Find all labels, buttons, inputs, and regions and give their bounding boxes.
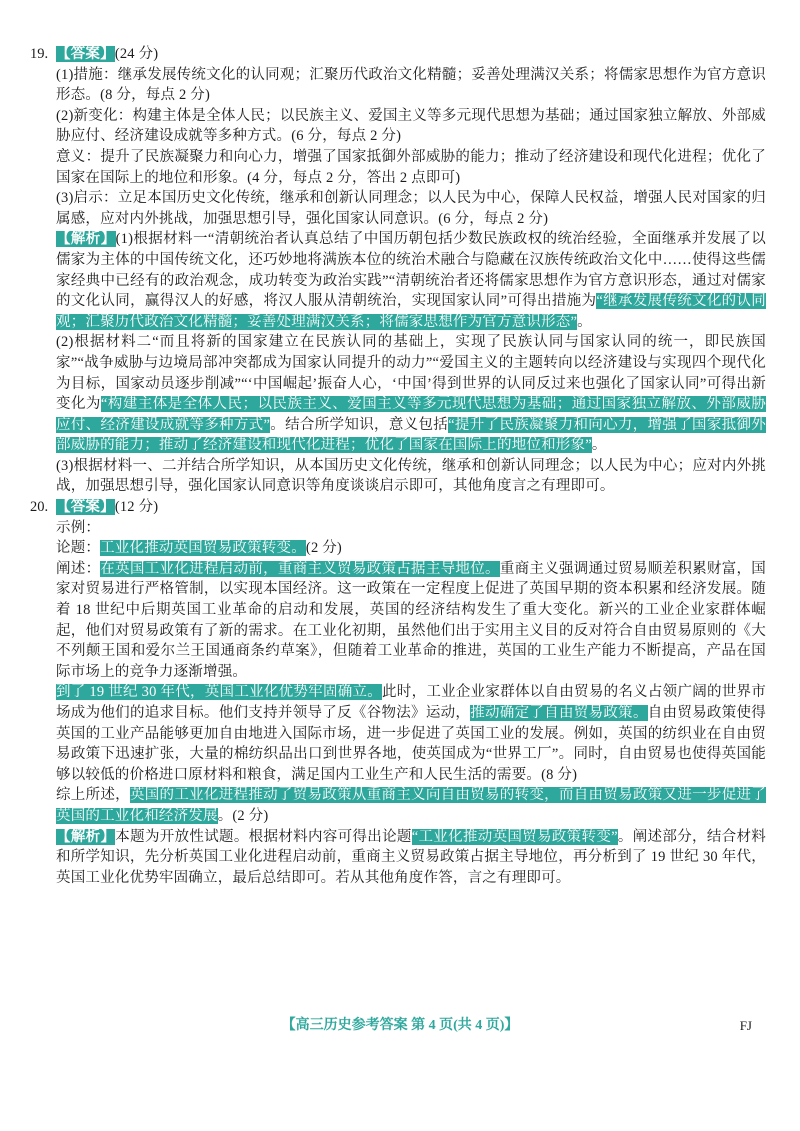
highlighted-text: “工业化推动英国贸易政策转变” bbox=[411, 828, 618, 845]
paragraph bbox=[56, 332, 766, 456]
questions-container bbox=[30, 44, 766, 888]
text-run: 示例： bbox=[56, 519, 101, 536]
paragraph bbox=[56, 518, 766, 539]
question-number: 20. bbox=[30, 499, 49, 516]
text-run: (3)启示：立足本国历史文化传统，继承和创新认同理念；以人民为中心，保障人民权益，增强人民对国家的归属感，应对内外挑战，加强思想引导，强化国家认同意识。(6 分，每点 2 分) bbox=[56, 190, 766, 227]
highlighted-text: “继承发展传统文化的认同观；汇聚历代政治文化精髓；妥善处理满汉关系；将儒家思想作为官方意识形态” bbox=[56, 293, 766, 330]
text-run: (12 分) bbox=[114, 499, 159, 516]
text-run: 。(2 分) bbox=[217, 807, 269, 824]
text-run: 此时，工业企业家群体以自由贸易的名义占领广阔的世界市场成为他们的追求目标。他们支持并领导了反《谷物法》运动， bbox=[56, 684, 766, 721]
text-run: 。结合所学知识，意义包括 bbox=[270, 416, 449, 433]
paragraph bbox=[56, 188, 766, 229]
question-block-20 bbox=[30, 497, 766, 888]
highlighted-text: “构建主体是全体人民；以民族主义、爱国主义等多元现代思想为基础；通过国家独立解放、外部威胁应付、经济建设成就等多种方式” bbox=[56, 396, 766, 433]
paragraph bbox=[56, 147, 766, 188]
footer-code: FJ bbox=[739, 1018, 752, 1033]
text-run: 。 bbox=[591, 437, 607, 454]
text-run: 意义：提升了民族凝聚力和向心力，增强了国家抵御外部威胁的能力；推动了经济建设和现代化进程；优化了国家在国际上的地位和形象。(4 分，每点 2 分，答出 2 点即可) bbox=[56, 148, 766, 186]
footer-title: 【高三历史参考答案 第 4 页(共 4 页)】 bbox=[281, 1018, 519, 1033]
highlighted-text: 到了 19 世纪 30 年代，英国工业化优势牢固确立。 bbox=[56, 684, 383, 701]
paragraph bbox=[56, 456, 766, 497]
highlighted-text: 在英国工业化进程启动前，重商主义贸易政策占据主导地位。 bbox=[100, 560, 500, 577]
paragraph bbox=[56, 44, 766, 65]
text-run: 。 bbox=[577, 313, 592, 330]
text-run: (2)新变化：构建主体是全体人民；以民族主义、爱国主义等多元现代思想为基础；通过国家独立解放、外部威胁应付、经济建设成就等多种方式。(6 分，每点 2 分) bbox=[56, 107, 766, 145]
paragraph bbox=[56, 827, 766, 889]
text-run: (1)根据材料一“清朝统治者认真总结了中国历朝包括少数民族政权的统治经验，全面继承并发展了以儒家为主体的中国传统文化，还巧妙地将满族本位的统治术融合与隐藏在汉族传统政治文化中……使得这些儒家经典中已经有的政治观念，成功转变为政治实践”“清朝统治者还将儒家思想作为官方意识形态，通过对儒家的文化认同，赢得汉人的好感，将汉人服从清朝统治，实现国家认同”可得出措施为 bbox=[56, 231, 766, 310]
text-run: (2)根据材料二“而且将新的国家建立在民族认同的基础上，实现了民族认同与国家认同的统一，即民族国家”“战争威胁与边境局部冲突都成为国家认同提升的动力”“爱国主义的主题转向以经济建设与实现四个现代化为目标，国家动员逐步削减”“‘中国崛起’振奋人心，‘中国’得到世界的认同反过来也强化了国家认同”可得出新变化为 bbox=[56, 334, 766, 413]
paragraph bbox=[56, 538, 766, 559]
highlighted-text: 推动确定了自由贸易政策。 bbox=[470, 705, 648, 721]
highlighted-text: 【解析】 bbox=[56, 231, 116, 248]
text-run: 综上所述， bbox=[56, 787, 130, 804]
paragraph bbox=[56, 559, 766, 683]
paragraph bbox=[56, 497, 766, 518]
highlighted-text: “提升了民族凝聚力和向心力，增强了国家抵御外部威胁的能力；推动了经济建设和现代化进程；优化了国家在国际上的地位和形象” bbox=[56, 416, 767, 454]
text-run: 论题： bbox=[56, 540, 101, 557]
highlighted-text: 【解析】 bbox=[56, 828, 116, 845]
text-run: (24 分) bbox=[114, 46, 159, 62]
highlighted-text: 【答案】 bbox=[56, 46, 115, 62]
text-run: (3)根据材料一、二并结合所学知识，从本国历史文化传统，继承和创新认同理念；以人民为中心；应对内外挑战，加强思想引导，强化国家认同意识等角度谈谈启示即可，其他角度言之有理即可。 bbox=[56, 457, 766, 495]
paragraph bbox=[56, 682, 766, 785]
question-block-19 bbox=[30, 44, 766, 497]
page-footer bbox=[0, 1016, 800, 1038]
text-run: 。阐述部分，结合材料和所学知识，先分析英国工业化进程启动前，重商主义贸易政策占据主导地位，再分析到了 19 世纪 30 年代，英国工业化优势牢固确立，最后总结即可。若从其他角度作答，言之有理即可。 bbox=[56, 828, 767, 886]
paragraph bbox=[56, 785, 766, 826]
text-run: 本题为开放性试题。根据材料内容可得出论题 bbox=[115, 828, 412, 845]
text-run: 自由贸易政策使得英国的工业产品能够更加自由地进入国际市场，进一步促进了英国工业的发展。例如，英国的纺织业在自由贸易政策下迅速扩张，大量的棉纺织品出口到世界各地，使英国成为“世界工厂”。同时，自由贸易也使得英国能够以较低的价格进口原材料和粮食，满足国内工业生产和人民生活的需要。(8 分) bbox=[56, 705, 767, 783]
paragraph bbox=[56, 65, 766, 106]
text-run: (1)措施：继承发展传统文化的认同观；汇聚历代政治文化精髓；妥善处理满汉关系；将儒家思想作为官方意识形态。(8 分，每点 2 分) bbox=[56, 66, 766, 104]
text-run: 重商主义强调通过贸易顺差积累财富，国家对贸易进行严格管制，以实现本国经济。这一政策在一定程度上促进了英国早期的资本积累和经济发展。随着 18 世纪中后期英国工业革命的启动和发展，英国的经济结构发生了重大变化。新兴的工业企业家群体崛起，他们对贸易政策有了新的需求。在工业化初期，虽然他们出于实用主义目的反对符合自由贸易原则的《大不列颠王国和爱尔兰王国通商条约草案》，但随着工业革命的推进，英国的工业生产能力不断提高，产品在国际市场上的竞争力逐渐增强。 bbox=[56, 560, 766, 680]
paragraph bbox=[56, 106, 766, 147]
text-run: 阐述： bbox=[56, 560, 101, 577]
text-run: (2 分) bbox=[305, 540, 342, 557]
highlighted-text: 英国的工业化进程推动了贸易政策从重商主义向自由贸易的转变，而自由贸易政策又进一步促进了英国的工业化和经济发展 bbox=[56, 787, 766, 824]
highlighted-text: 【答案】 bbox=[56, 499, 115, 516]
paragraph bbox=[56, 229, 766, 332]
question-number: 19. bbox=[30, 46, 49, 62]
highlighted-text: 工业化推动英国贸易政策转变。 bbox=[100, 540, 306, 557]
